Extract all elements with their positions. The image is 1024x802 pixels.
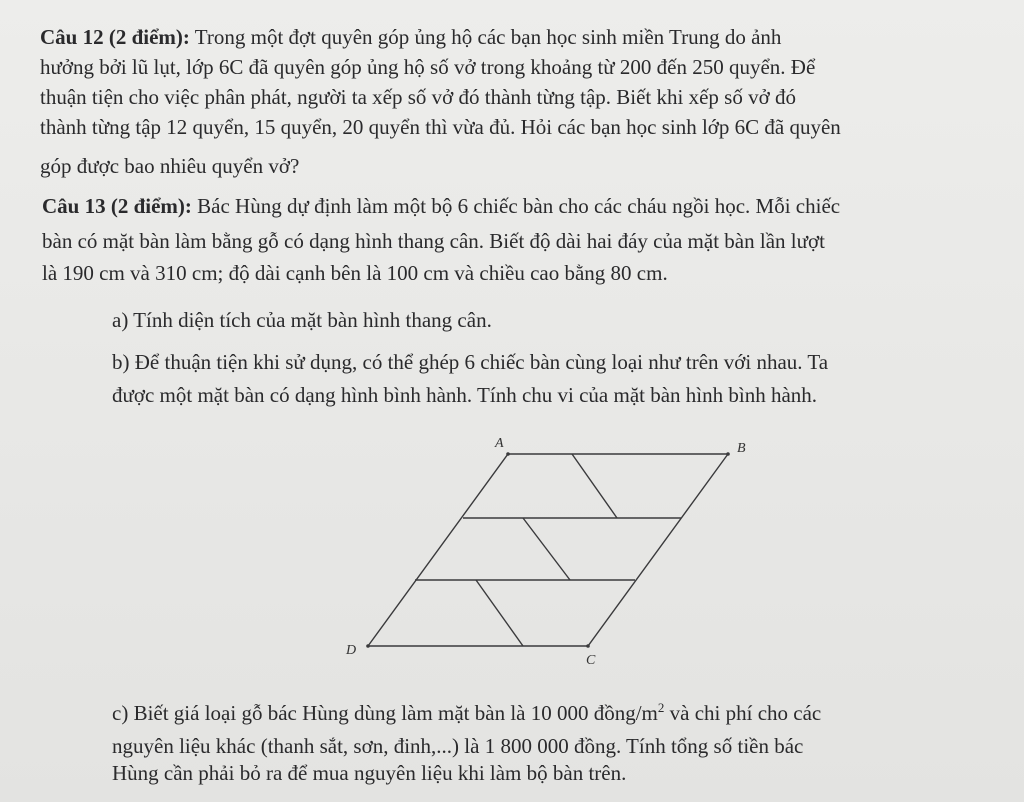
q12-line-5: góp được bao nhiêu quyển vở? [40, 154, 300, 178]
parallelogram-figure [330, 425, 770, 675]
q12-line-4: thành từng tập 12 quyển, 15 quyển, 20 quyển thì vừa đủ. Hỏi các bạn học sinh lớp 6C đã quyên [40, 115, 841, 139]
part-c-text-pre: c) Biết giá loại gỗ bác Hùng dùng làm mặt bàn là 10 000 đồng/m [112, 701, 658, 725]
label-a: A [495, 436, 504, 451]
label-c: C [586, 653, 596, 668]
part-c-superscript: 2 [657, 700, 665, 715]
q13-heading: Câu 13 (2 điểm): [42, 194, 192, 218]
q12-line-2: hưởng bởi lũ lụt, lớp 6C đã quyên góp ủng hộ số vở trong khoảng từ 200 đến 250 quyển. Để [40, 55, 816, 79]
q12-text-1: Trong một đợt quyên góp ủng hộ các bạn học sinh miền Trung do ảnh [189, 25, 782, 49]
split-2 [523, 518, 570, 580]
q13-part-c-line-3: Hùng cần phải bỏ ra để mua nguyên liệu khi làm bộ bàn trên. [112, 761, 627, 785]
q13-line-1 [42, 193, 840, 219]
q13-part-c-line-1 [112, 700, 821, 726]
q12-line-3: thuận tiện cho việc phân phát, người ta xếp số vở đó thành từng tập. Biết khi xếp số vở đó [40, 85, 796, 109]
q12-heading: Câu 12 (2 điểm): [40, 25, 190, 49]
q13-line-3: là 190 cm và 310 cm; độ dài cạnh bên là 100 cm và chiều cao bằng 80 cm. [42, 261, 668, 285]
q13-part-a: a) Tính diện tích của mặt bàn hình thang cân. [112, 308, 492, 332]
split-3 [476, 580, 523, 646]
q13-text-1: Bác Hùng dự định làm một bộ 6 chiếc bàn cho các cháu ngồi học. Mỗi chiếc [191, 194, 841, 218]
q12-line-1 [40, 24, 781, 50]
q13-part-c-line-2: nguyên liệu khác (thanh sắt, sơn, đinh,...) là 1 800 000 đồng. Tính tổng số tiền bác [112, 734, 804, 758]
q13-line-2: bàn có mặt bàn làm bằng gỗ có dạng hình thang cân. Biết độ dài hai đáy của mặt bàn lần lượt [42, 229, 825, 253]
q13-part-b-line-2: được một mặt bàn có dạng hình bình hành. Tính chu vi của mặt bàn hình bình hành. [112, 383, 818, 407]
q13-part-b-line-1: b) Để thuận tiện khi sử dụng, có thể ghép 6 chiếc bàn cùng loại như trên với nhau. Ta [112, 350, 829, 374]
label-b: B [737, 441, 746, 456]
split-1 [572, 454, 617, 518]
label-d: D [346, 643, 357, 658]
part-c-text-post: và chi phí cho các [664, 701, 822, 725]
